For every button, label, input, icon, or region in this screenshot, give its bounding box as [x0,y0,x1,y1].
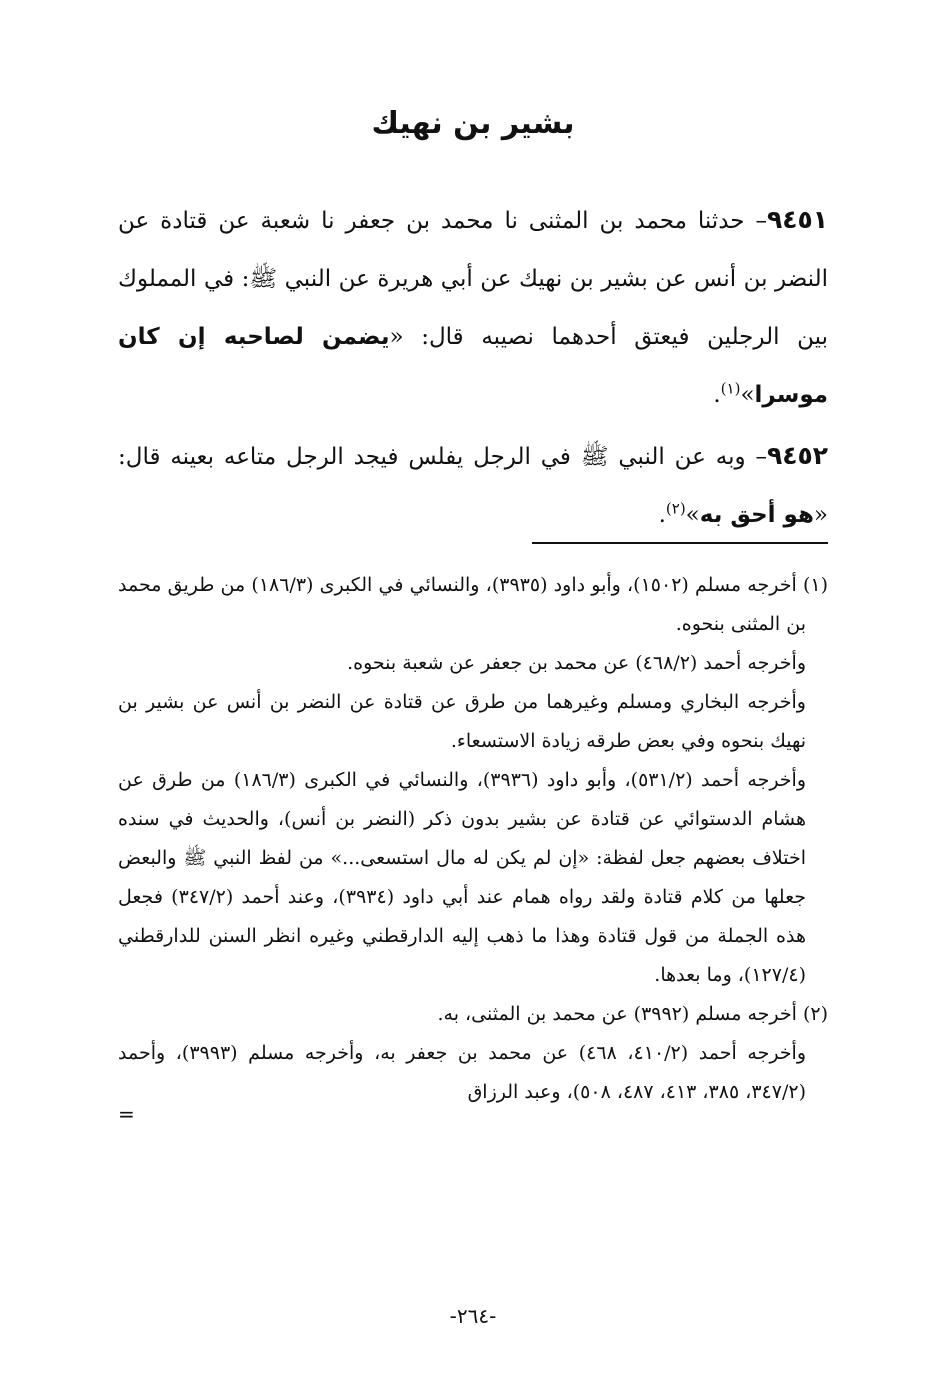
section-title: بشير بن نهيك [371,106,575,141]
page-number: -٢٦٤- [449,1304,497,1328]
footnote-1 [118,566,828,644]
continuation-mark: = [118,1102,135,1126]
hadith-quote-close: » [740,382,755,408]
footnote-paragraph: وأخرجه أحمد (٥٣١/٢)، وأبو داود (٣٩٣٦)، والنسائي في الكبرى (١٨٦/٣) من طرق عن هشام الدستوائي عن قتادة عن بشير بدون ذكر (النضر بن أنس)، والحديث في سنده اختلاف بعضهم جعل لفظة: «إن لم يكن له مال استسعى...» من لفظ النبي ﷺ والبعض جعلها من كلام قتادة ولقد رواه همام عند أبي داود (٣٩٣٤)، وعند أحمد (٣٤٧/٢) فجعل هذه الجملة من قول قتادة وهذا ما ذهب إليه الدارقطني وغيره انظر السنن للدارقطني (١٢٧/٤)، وما بعدها. [118,769,807,986]
footnote-paragraph: وأخرجه أحمد (٤١٠/٢، ٤٦٨) عن محمد بن جعفر به، وأخرجه مسلم (٣٩٩٣)، وأحمد (٣٤٧/٢، ٣٨٥، ٤١٣، ٤٨٧، ٥٠٨)، وعبد الرزاق [118,1042,807,1103]
hadith-9452 [118,427,828,544]
footnote-marker: (١) [802,574,829,596]
footnote-marker: (٢) [802,1003,828,1025]
footnote-separator [532,542,828,544]
hadith-number: ٩٤٥١ [766,205,828,234]
footnote-paragraph: وأخرجه أحمد (٤٦٨/٢) عن محمد بن جعفر عن شعبة بنحوه. [347,652,806,674]
hadith-matn-bold: هو أحق به [699,502,814,528]
footnote-paragraph: وأخرجه البخاري ومسلم وغيرهما من طرق عن قتادة عن النضر بن أنس عن بشير بن نهيك بنحوه وفي بعض طرقه زيادة الاستسعاء. [118,691,806,752]
footnote-2 [118,995,828,1034]
hadith-9451 [118,191,828,424]
hadith-end: . [658,502,666,528]
hadith-matn-bold: يضمن لصاحبه إن كان موسرا [118,324,828,408]
footnote-ref[interactable]: (١) [720,379,741,398]
book-page [118,0,828,1388]
footnote-text: أخرجه مسلم (٣٩٩٢) عن محمد بن المثنى، به. [437,1003,797,1025]
hadith-quote-close: » [685,502,700,528]
hadith-end: . [713,382,721,408]
hadith-number: ٩٤٥٢ [766,441,828,470]
footnote-text: أخرجه مسلم (١٥٠٢)، وأبو داود (٣٩٣٥)، والنسائي في الكبرى (١٨٦/٣) من طريق محمد بن المثنى بنحوه. [118,574,806,635]
footnotes [118,566,828,1124]
hadith-text: – حدثنا محمد بن المثنى نا محمد بن جعفر نا شعبة عن قتادة عن النضر بن أنس عن بشير بن نهيك عن أبي هريرة عن النبي ﷺ: في المملوك بين الرجلين فيعتق أحدهما نصيبه قال: « [118,208,828,350]
hadith-text: – وبه عن النبي ﷺ في الرجل يفلس فيجد الرجل متاعه بعينه قال: « [118,444,828,528]
footnote-ref[interactable]: (٢) [665,499,686,518]
